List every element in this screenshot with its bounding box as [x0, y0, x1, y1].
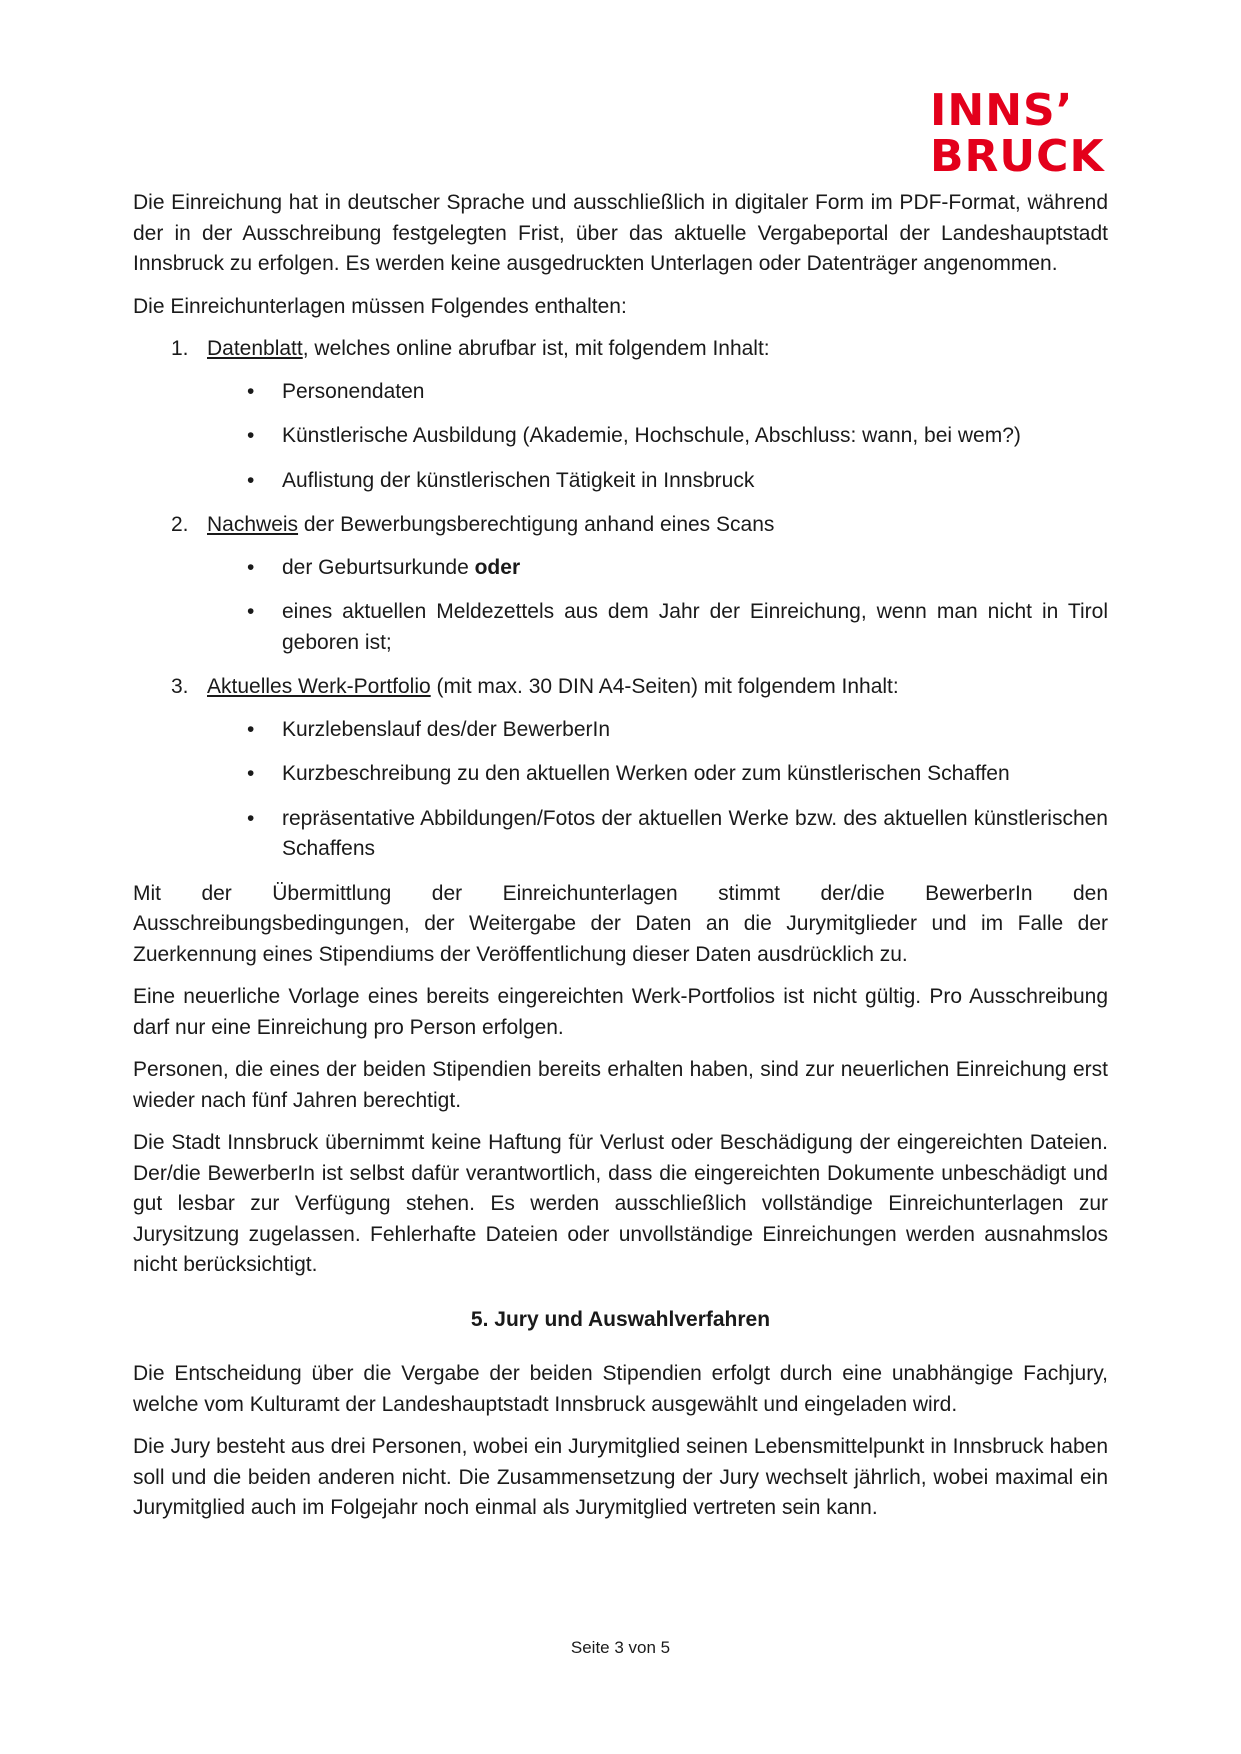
bullet-item: [133, 553, 1108, 584]
body-paragraph: Die Stadt Innsbruck übernimmt keine Haftung für Verlust oder Beschädigung der eingereichten Dateien. Der/die BewerberIn ist selbst dafür verantwortlich, dass die eingereichten Dokumente unbeschädigt und gut lesbar zur Verfügung stehen. Es werden ausschließlich vollständige Einreichunterlagen zur Jurysitzung zugelassen. Fehlerhafte Dateien oder unvollständige Einreichungen werden ausnahmslos nicht berücksichtigt.: [133, 1131, 1108, 1276]
logo-line-1: INNS’: [930, 85, 1074, 136]
list-item-text: der Bewerbungsberechtigung anhand eines Scans: [298, 513, 775, 536]
list-number: 2.: [171, 513, 189, 536]
list-number: 3.: [171, 675, 189, 698]
page-number: Seite 3 von 5: [570, 1638, 671, 1657]
bullet-item: • eines aktuellen Meldezettels aus dem Jahr der Einreichung, wenn man nicht in Tirol geboren ist;: [133, 597, 1108, 658]
bullet-item: • Künstlerische Ausbildung (Akademie, Hochschule, Abschluss: wann, bei wem?): [133, 421, 1108, 452]
page-content: [133, 188, 1108, 1536]
jury-paragraph: Die Entscheidung über die Vergabe der beiden Stipendien erfolgt durch eine unabhängige Fachjury, welche vom Kulturamt der Landeshauptstadt Innsbruck ausgewählt und eingeladen wird.: [133, 1362, 1108, 1416]
bullet-list-3: [133, 715, 1108, 865]
bullet-item: • repräsentative Abbildungen/Fotos der aktuellen Werke bzw. des aktuellen künstlerischen Schaffens: [133, 804, 1108, 865]
jury-paragraph: Die Jury besteht aus drei Personen, wobei ein Jurymitglied seinen Lebensmittelpunkt in Innsbruck haben soll und die beiden anderen nicht. Die Zusammensetzung der Jury wechselt jährlich, wobei maximal ein Jurymitglied auch im Folgejahr noch einmal als Jurymitglied vertreten sein kann.: [133, 1435, 1108, 1519]
body-paragraph: Eine neuerliche Vorlage eines bereits eingereichten Werk-Portfolios ist nicht gültig. Pro Ausschreibung darf nur eine Einreichung pro Person erfolgen.: [133, 985, 1108, 1039]
list-item-text: , welches online abrufbar ist, mit folgendem Inhalt:: [302, 337, 770, 360]
intro-paragraph: Die Einreichung hat in deutscher Sprache und ausschließlich in digitaler Form im PDF-Format, während der in der Ausschreibung festgelegten Frist, über das aktuelle Vergabeportal der Landeshauptstadt Innsbruck zu erfolgen. Es werden keine ausgedruckten Unterlagen oder Datenträger angenommen.: [133, 191, 1108, 275]
list-item-3: [133, 672, 1108, 703]
list-item-1: [133, 334, 1108, 365]
portfolio-link[interactable]: Aktuelles Werk-Portfolio: [207, 675, 431, 698]
list-item-text: (mit max. 30 DIN A4-Seiten) mit folgendem Inhalt:: [430, 675, 899, 698]
datenblatt-link[interactable]: Datenblatt: [207, 337, 303, 360]
bullet-list-1: [133, 377, 1108, 497]
list-number: 1.: [171, 337, 189, 360]
body-paragraph: Mit der Übermittlung der Einreichunterlagen stimmt der/die BewerberIn den Ausschreibungsbedingungen, der Weitergabe der Daten an die Jurymitglieder und im Falle der Zuerkennung eines Stipendiums der Veröffentlichung dieser Daten ausdrücklich zu.: [133, 881, 1108, 966]
bullet-bold-text: oder: [474, 555, 521, 579]
bullet-item: • Auflistung der künstlerischen Tätigkeit in Innsbruck: [133, 466, 1108, 497]
bullet-item: • Personendaten: [133, 377, 1108, 408]
innsbruck-logo: [930, 85, 1110, 182]
bullet-list-2: [133, 553, 1108, 659]
body-paragraph: Personen, die eines der beiden Stipendien bereits erhalten haben, sind zur neuerlichen Einreichung erst wieder nach fünf Jahren berechtigt.: [133, 1058, 1108, 1112]
logo-line-2: BRUCK: [930, 131, 1105, 182]
list-item-2: [133, 510, 1108, 541]
list-intro: Die Einreichunterlagen müssen Folgendes enthalten:: [133, 294, 627, 318]
bullet-item: • Kurzlebenslauf des/der BewerberIn: [133, 715, 1108, 746]
bullet-text: der Geburtsurkunde: [282, 555, 475, 579]
section-heading: 5. Jury und Auswahlverfahren: [470, 1307, 771, 1331]
nachweis-link[interactable]: Nachweis: [207, 513, 299, 536]
bullet-item: • Kurzbeschreibung zu den aktuellen Werken oder zum künstlerischen Schaffen: [133, 759, 1108, 790]
